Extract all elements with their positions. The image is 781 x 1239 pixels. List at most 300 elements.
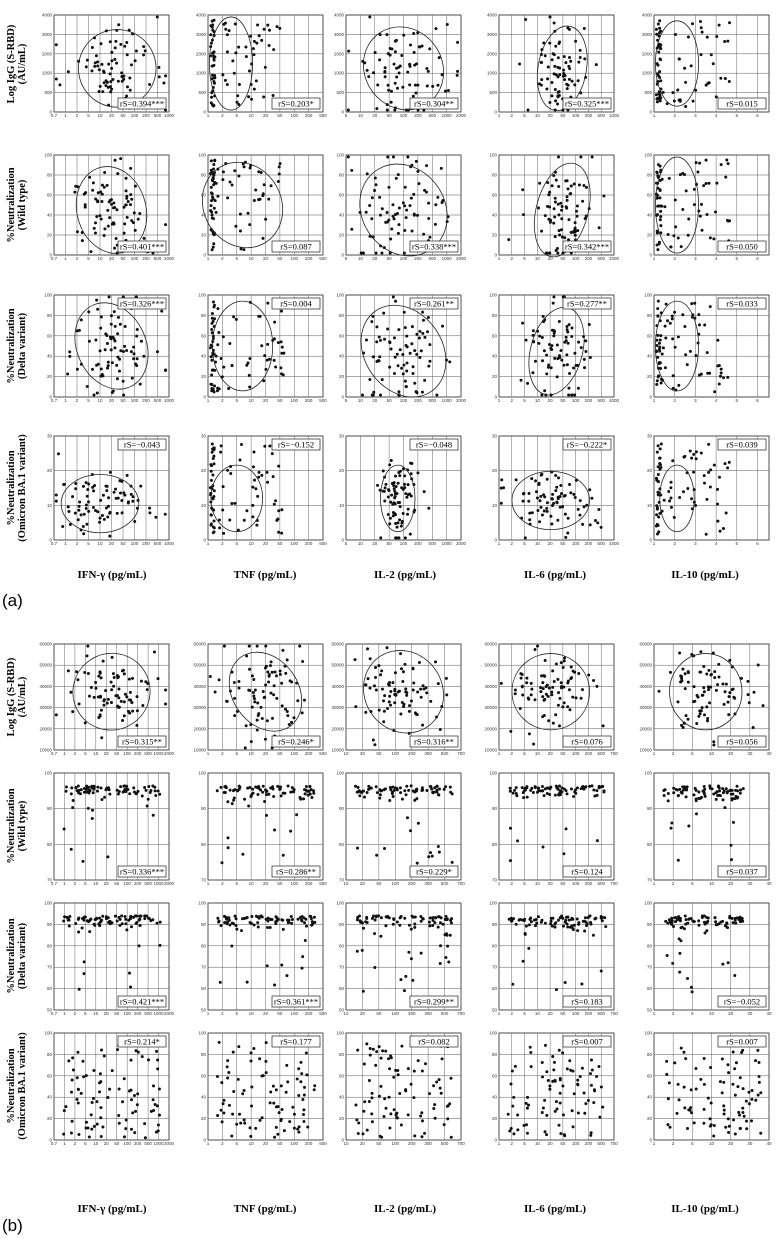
scatter-point [230,364,233,367]
scatter-point [701,706,704,709]
x-tick-label: 100 [571,256,580,261]
scatter-point [697,791,700,794]
scatter-point [86,654,89,657]
scatter-point [222,485,225,488]
scatter-point [94,232,97,235]
scatter-point [566,27,569,30]
scatter-point [267,681,270,684]
x-tick-label: 700 [610,881,618,886]
scatter-point [422,233,425,236]
scatter-point [757,664,760,667]
scatter-point [210,96,213,99]
scatter-point [655,93,658,96]
scatter-point [724,1126,727,1129]
scatter-point [100,798,103,801]
scatter-point [102,660,105,663]
y-tick-label: 0 [649,537,652,543]
scatter-point [543,1099,546,1102]
scatter-point [598,1116,601,1119]
scatter-point [562,925,565,928]
scatter-point [105,489,108,492]
scatter-point [699,1078,702,1081]
x-tick-label: 200 [584,541,593,546]
scatter-point [400,486,403,489]
scatter-point [392,484,395,487]
scatter-point [584,785,587,788]
scatter-point [210,186,213,189]
y-tick-label: 100 [44,292,52,298]
scatter-point [387,186,390,189]
scatter-point [280,1084,283,1087]
scatter-point [85,1121,88,1124]
scatter-point [658,468,661,471]
scatter-point [754,1059,757,1062]
scatter-point [101,193,104,196]
scatter-point [509,790,512,793]
x-tick-label: 1 [206,751,210,756]
scatter-point [550,690,553,693]
scatter-point [444,918,447,921]
scatter-point [572,1125,575,1128]
scatter-point [663,794,666,797]
scatter-point [146,682,149,685]
scatter-point [103,81,106,84]
scatter-point [395,1112,398,1115]
scatter-point [552,296,555,299]
y-tick-label: 20 [491,468,497,474]
scatter-point [413,926,416,929]
scatter-point [579,156,582,159]
x-tick-label: 2 [671,881,675,886]
scatter-point [249,167,252,170]
x-tick-label: 50 [386,113,392,118]
scatter-point [94,198,97,201]
x-tick-label: 20 [372,256,378,261]
x-axis-label: IFN-γ (pg/mL) [77,1203,147,1215]
scatter-point [260,344,263,347]
scatter-point [154,794,157,797]
scatter-point [230,502,233,505]
scatter-point [555,662,558,665]
scatter-point [292,716,295,719]
scatter-point [727,713,730,716]
x-tick-label: 500 [428,113,437,118]
x-tick-label: 2 [671,1011,675,1016]
scatter-point [582,184,585,187]
scatter-point [701,916,704,919]
scatter-point [286,658,289,661]
scatter-point [563,55,566,58]
plot-a-r2-c3 [336,147,466,273]
scatter-point [560,217,563,220]
scatter-point [548,191,551,194]
scatter-point [437,682,440,685]
scatter-point [224,79,227,82]
scatter-point [221,508,224,511]
scatter-point [149,789,152,792]
scatter-point [67,510,70,513]
scatter-point [272,795,275,798]
x-tick-label: 500 [597,751,605,756]
y-tick-label: 60 [46,333,52,339]
scatter-point [109,80,112,83]
scatter-point [116,332,119,335]
x-tick-label: 50 [277,256,283,261]
scatter-point [122,669,125,672]
scatter-point [130,493,133,496]
x-tick-label: 200 [304,541,313,546]
scatter-point [726,1063,729,1066]
scatter-point [310,796,313,799]
scatter-point [293,1127,296,1130]
y-tick-label: 0 [494,537,497,543]
scatter-point [565,336,568,339]
scatter-point [560,492,563,495]
scatter-point [544,1044,547,1047]
scatter-point [211,443,214,446]
scatter-point [152,1098,155,1101]
x-tick-label: 10 [708,1141,715,1146]
x-tick-label: 500 [319,541,327,546]
scatter-point [218,526,221,529]
scatter-point [211,65,214,68]
x-tick-label: 10 [708,881,715,886]
y-tick-label: 40 [646,212,652,218]
scatter-point [127,500,130,503]
scatter-point [431,85,434,88]
scatter-point [271,717,274,720]
scatter-point [86,495,89,498]
scatter-point [366,172,369,175]
scatter-point [709,673,712,676]
scatter-point [443,1123,446,1126]
correlation-value: rS=0.261** [414,298,454,309]
scatter-point [724,462,727,465]
scatter-point [695,161,698,164]
scatter-point [114,915,117,918]
scatter-point [378,1045,381,1048]
x-tick-label: 2 [673,541,676,546]
scatter-point [213,76,216,79]
scatter-point [216,917,219,920]
scatter-point [419,1115,422,1118]
scatter-point [411,230,414,233]
scatter-point [527,1104,530,1107]
y-axis-label-line: (Wild type) [17,179,28,231]
scatter-point [437,845,440,848]
scatter-point [574,234,577,237]
scatter-point [134,185,137,188]
scatter-point [379,789,382,792]
y-tick-label: 30000 [193,705,206,711]
scatter-point [123,700,126,703]
scatter-point [548,1088,551,1091]
scatter-point [123,915,126,918]
scatter-point [553,357,556,360]
scatter-point [427,507,430,510]
x-tick-label: 20 [547,751,553,756]
scatter-point [588,323,591,326]
scatter-point [256,793,259,796]
scatter-point [381,688,384,691]
scatter-point [106,184,109,187]
scatter-point [718,24,721,27]
scatter-point [303,921,306,924]
scatter-point [223,921,226,924]
scatter-point [359,921,362,924]
scatter-point [280,372,283,375]
scatter-point [669,486,672,489]
scatter-point [94,681,97,684]
scatter-point [131,377,134,380]
scatter-point [553,22,556,25]
scatter-point [139,383,142,386]
x-tick-label: 1 [652,1011,656,1016]
x-tick-label: 500 [440,1011,449,1016]
scatter-point [126,216,129,219]
scatter-point [547,193,550,196]
scatter-point [714,211,717,214]
y-axis-label-line: %Neutralization [6,167,17,243]
scatter-point [551,58,554,61]
scatter-point [275,697,278,700]
scatter-point [130,198,133,201]
plot-b-r2-c5 [644,771,772,887]
scatter-point [157,1124,160,1127]
scatter-point [103,171,106,174]
scatter-point [231,1113,234,1116]
scatter-point [136,357,139,360]
scatter-point [745,1100,748,1103]
x-tick-label: 100 [123,1141,131,1146]
scatter-point [397,328,400,331]
scatter-point [553,65,556,68]
scatter-point [456,41,459,44]
x-tick-label: 0.7 [50,881,58,886]
scatter-point [375,1050,378,1053]
scatter-point [98,1081,101,1084]
scatter-point [103,1055,106,1058]
x-tick-label: 200 [304,398,313,403]
scatter-point [540,919,543,922]
x-tick-label: 200 [584,256,593,261]
x-tick-label: 0.7 [50,113,58,118]
scatter-point [118,1087,121,1090]
correlation-value: rS=0.316** [414,736,454,747]
scatter-point [116,789,119,792]
scatter-point [223,1099,226,1102]
scatter-point [159,921,162,924]
scatter-point [567,393,570,396]
scatter-point [119,323,122,326]
scatter-point [509,730,512,733]
scatter-point [362,1110,365,1113]
scatter-point [222,532,225,535]
scatter-point [110,51,113,54]
correlation-value: rS=0.342*** [564,241,610,252]
scatter-point [116,512,119,515]
scatter-point [264,667,267,670]
scatter-point [659,210,662,213]
scatter-point [85,523,88,526]
scatter-point [509,827,512,830]
scatter-point [674,225,677,228]
scatter-point [583,505,586,508]
scatter-point [538,499,541,502]
scatter-point [236,94,239,97]
scatter-point [726,376,729,379]
scatter-point [734,1132,737,1135]
scatter-point [83,916,86,919]
x-tick-label: 20 [372,113,378,118]
scatter-point [589,523,592,526]
correlation-value: rS=0.033 [726,298,758,309]
scatter-point [99,517,102,520]
scatter-point [287,919,290,922]
x-tick-label: 6 [756,256,759,261]
scatter-point [250,98,253,101]
scatter-point [289,679,292,682]
scatter-point [723,1112,726,1115]
scatter-point [271,671,274,674]
x-tick-label: 0.7 [50,398,58,403]
y-tick-label: 0 [49,252,52,258]
scatter-point [569,491,572,494]
scatter-point [276,785,279,788]
scatter-point [141,794,144,797]
scatter-point [129,691,132,694]
x-tick-label: 20 [262,1011,269,1016]
x-tick-label: 3 [694,398,697,403]
scatter-point [375,785,378,788]
scatter-point [540,473,543,476]
scatter-point [515,792,518,795]
scatter-point [130,63,133,66]
scatter-point [264,368,267,371]
scatter-point [398,1092,401,1095]
y-axis-label [6,167,28,242]
scatter-point [444,785,447,788]
scatter-point [72,799,75,802]
scatter-point [413,1070,416,1073]
scatter-point [249,1135,252,1138]
scatter-point [593,794,596,797]
y-tick-label: 10000 [639,747,652,753]
scatter-point [261,791,264,794]
x-tick-label: 300 [424,1141,432,1146]
scatter-point [568,78,571,81]
scatter-point [311,920,314,923]
correlation-value: rS=0.394*** [119,98,165,109]
scatter-point [702,665,705,668]
y-tick-label: 3000 [333,31,344,37]
scatter-point [603,916,606,919]
scatter-point [407,483,410,486]
scatter-point [421,391,424,394]
scatter-point [678,971,681,974]
scatter-point [657,300,660,303]
scatter-point [732,696,735,699]
scatter-point [543,1130,546,1133]
y-tick-label: 60 [46,1073,52,1079]
scatter-point [245,55,248,58]
scatter-point [212,246,215,249]
scatter-point [564,74,567,77]
scatter-point [366,69,369,72]
scatter-point [123,45,126,48]
scatter-point [420,1111,423,1114]
scatter-point [682,1051,685,1054]
scatter-point [545,507,548,510]
scatter-point [664,325,667,328]
scatter-point [379,214,382,217]
y-tick-label: 20 [46,232,52,238]
scatter-point [272,48,275,51]
scatter-point [567,680,570,683]
scatter-point [397,471,400,474]
x-tick-label: 100 [391,751,400,756]
correlation-value: rS=−0.222* [566,439,608,450]
scatter-point [565,83,568,86]
scatter-point [707,688,710,691]
scatter-point [669,322,672,325]
scatter-point [86,786,89,789]
scatter-point [378,797,381,800]
scatter-point [727,701,730,704]
y-tick-label: 90 [646,806,652,812]
scatter-point [85,507,88,510]
scatter-point [584,916,587,919]
scatter-point [98,214,101,217]
scatter-point [88,1135,91,1138]
scatter-point [566,532,569,535]
scatter-point [658,362,661,365]
scatter-point [211,52,214,55]
y-axis-label [6,308,28,383]
scatter-point [541,1061,544,1064]
scatter-point [724,77,727,80]
scatter-point [686,363,689,366]
scatter-point [559,916,562,919]
scatter-point [583,930,586,933]
plot-a-r1-c4 [487,13,620,119]
scatter-point [577,79,580,82]
x-tick-label: 100 [571,751,580,756]
scatter-point [430,788,433,791]
scatter-point [655,513,658,516]
x-tick-label: 20 [547,881,553,886]
scatter-point [666,319,669,322]
scatter-point [368,1100,371,1103]
scatter-point [228,924,231,927]
scatter-point [412,682,415,685]
x-tick-label: 1 [652,256,656,261]
scatter-point [365,211,368,214]
scatter-point [384,787,387,790]
scatter-point [541,513,544,516]
scatter-point [581,688,584,691]
scatter-point [268,444,271,447]
scatter-point [368,204,371,207]
scatter-point [753,691,756,694]
scatter-point [579,49,582,52]
scatter-point [566,199,569,202]
scatter-point [677,794,680,797]
x-tick-label: 0.7 [50,751,58,756]
scatter-point [706,717,709,720]
scatter-point [226,83,229,86]
scatter-point [357,786,360,789]
